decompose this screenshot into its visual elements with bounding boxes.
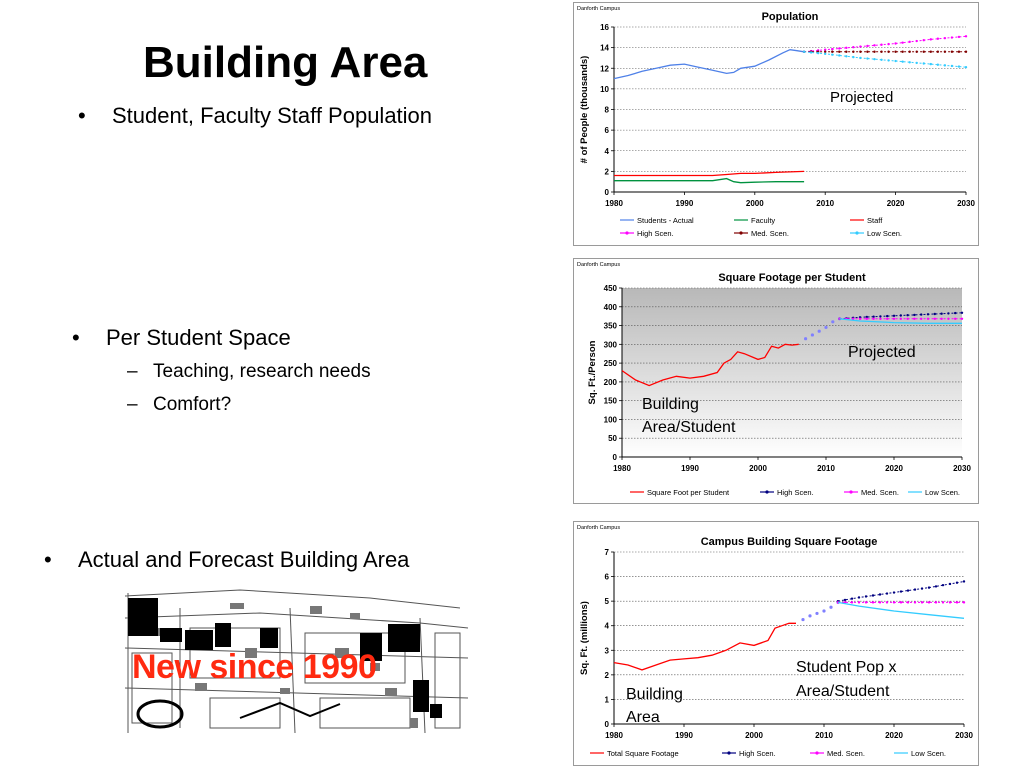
data-point-med-scen [954,318,956,320]
data-point-high-scen [956,582,958,584]
map-overlay-text: New since 1990 [132,648,377,686]
data-point-high-scen [927,313,929,315]
data-point-high-scen [872,315,874,317]
legend-label: Square Foot per Student [647,488,730,497]
data-point-high-scen [879,315,881,317]
data-point-high-scen [852,46,854,48]
data-point-med-scen [901,51,903,53]
data-point-high-scen [887,43,889,45]
y-axis-label: Sq. Ft. (millions) [579,601,590,675]
data-point-projection [818,330,821,333]
data-point-med-scen [824,51,826,53]
data-point-med-scen [923,51,925,53]
data-point-high-scen [963,580,965,582]
legend-label: High Scen. [739,749,776,758]
data-point-high-scen [824,48,826,50]
data-point-high-scen [921,587,923,589]
data-point-low-scen [908,61,910,63]
data-point-low-scen [916,62,918,64]
chart-annotation: Projected [830,89,894,106]
legend-label: Low Scen. [867,229,903,238]
legend-marker [855,231,858,234]
data-point-high-scen [937,38,939,40]
x-tick-label: 2000 [749,464,767,473]
population-chart-svg [574,3,978,245]
data-point-high-scen [844,599,846,601]
data-point-med-scen [930,51,932,53]
chart-annotation: Student Pop x [796,659,897,676]
bullet-marker: • [72,325,80,350]
y-tick-label: 0 [604,188,609,197]
data-point-high-scen [935,585,937,587]
data-point-high-scen [900,314,902,316]
data-point-low-scen [930,63,932,65]
data-point-low-scen [810,51,812,53]
data-point-projection [801,618,804,621]
data-point-high-scen [944,37,946,39]
data-point-med-scen [872,601,874,603]
y-tick-label: 8 [604,105,609,115]
y-tick-label: 6 [604,572,609,582]
data-point-high-scen [920,313,922,315]
data-point-med-scen [894,51,896,53]
x-tick-label: 2030 [957,199,975,208]
population-chart [573,2,979,246]
data-point-high-scen [873,44,875,46]
chart-title: Square Footage per Student [718,272,866,284]
data-point-med-scen [940,318,942,320]
data-point-low-scen [894,60,896,62]
y-tick-label: 3 [604,646,609,656]
y-tick-label: 6 [604,126,609,136]
legend-label: Low Scen. [911,749,947,758]
y-tick-label: 0 [604,720,609,729]
sqft-per-student-chart-svg [574,259,978,503]
data-point-med-scen [887,51,889,53]
dash-marker: – [127,394,138,415]
data-point-high-scen [942,584,944,586]
data-point-med-scen [866,318,868,320]
data-point-high-scen [858,596,860,598]
data-point-high-scen [958,36,960,38]
data-point-low-scen [944,64,946,66]
data-point-med-scen [949,601,951,603]
y-tick-label: 5 [604,597,609,607]
data-point-low-scen [937,64,939,66]
y-tick-label: 450 [603,284,617,293]
data-point-high-scen [965,35,967,37]
data-point-high-scen [893,591,895,593]
data-point-med-scen [900,601,902,603]
bullet-per-student-space [72,325,291,351]
data-point-med-scen [900,318,902,320]
bullet-population [78,103,432,129]
sub-bullet-text: Teaching, research needs [153,361,371,382]
data-point-med-scen [886,318,888,320]
legend-label: Faculty [751,216,776,225]
data-point-high-scen [886,592,888,594]
x-tick-label: 1980 [605,199,623,208]
data-point-med-scen [886,601,888,603]
y-tick-label: 250 [603,359,617,369]
legend-marker [727,751,730,754]
x-tick-label: 2000 [745,731,763,740]
legend-label: Students - Actual [637,216,694,225]
corner-label: Danforth Campus [577,262,621,268]
data-point-high-scen [961,312,963,314]
data-point-high-scen [907,589,909,591]
x-tick-label: 1980 [613,464,631,473]
legend-label: High Scen. [637,229,674,238]
data-point-low-scen [901,60,903,62]
legend-marker [815,751,818,754]
data-point-low-scen [845,55,847,57]
chart-annotation: Area/Student [642,419,736,436]
data-point-med-scen [906,318,908,320]
data-point-med-scen [858,601,860,603]
y-tick-label: 4 [604,621,609,631]
data-point-high-scen [866,45,868,47]
x-tick-label: 1990 [681,464,699,473]
bullet-marker: • [78,103,86,128]
data-point-high-scen [914,588,916,590]
chart-annotation: Projected [848,344,916,361]
data-point-low-scen [866,57,868,59]
campus-sqft-chart [573,521,979,766]
chart-title: Population [761,11,819,23]
data-point-low-scen [887,59,889,61]
y-tick-label: 300 [603,340,617,350]
data-point-high-scen [913,314,915,316]
data-point-projection [824,326,827,329]
data-point-low-scen [859,57,861,59]
data-point-high-scen [930,38,932,40]
data-point-med-scen [920,318,922,320]
data-point-med-scen [893,318,895,320]
data-point-high-scen [951,36,953,38]
data-point-med-scen [965,51,967,53]
y-tick-label: 12 [600,64,609,74]
data-point-low-scen [958,65,960,67]
data-point-med-scen [942,601,944,603]
bullet-text: Student, Faculty Staff Population [112,103,433,128]
chart-annotation: Area/Student [796,683,890,700]
y-tick-label: 4 [604,146,609,156]
legend-label: High Scen. [777,488,814,497]
data-point-med-scen [951,51,953,53]
campus-sqft-chart-svg [574,522,978,765]
y-axis-label: Sq. Ft./Person [587,340,598,405]
bullet-building-area [44,547,409,573]
legend-label: Low Scen. [925,488,961,497]
data-point-med-scen [838,51,840,53]
y-tick-label: 10 [600,84,609,94]
data-point-med-scen [916,51,918,53]
y-tick-label: 50 [608,434,617,444]
x-tick-label: 2010 [815,731,833,740]
x-tick-label: 2020 [886,199,905,208]
data-point-med-scen [859,51,861,53]
sub-bullet-teaching [127,361,371,383]
data-point-high-scen [923,39,925,41]
y-axis-label: # of People (thousands) [579,55,590,164]
data-point-high-scen [859,45,861,47]
corner-label: Danforth Campus [577,525,621,531]
sqft-per-student-chart [573,258,979,504]
data-point-med-scen [921,601,923,603]
y-tick-label: 350 [603,321,617,331]
x-tick-label: 2000 [745,199,764,208]
x-tick-label: 2030 [953,464,971,473]
legend-label: Staff [867,216,883,225]
legend-label: Med. Scen. [751,229,789,238]
data-point-low-scen [880,59,882,61]
data-point-med-scen [880,51,882,53]
x-tick-label: 2010 [816,199,835,208]
legend-marker [765,490,768,493]
data-point-med-scen [927,318,929,320]
y-tick-label: 7 [604,548,609,557]
data-point-med-scen [935,601,937,603]
y-tick-label: 150 [603,396,617,406]
y-tick-label: 200 [603,377,617,387]
data-point-low-scen [852,56,854,58]
legend-label: Total Square Footage [607,749,679,758]
data-point-med-scen [852,51,854,53]
data-point-med-scen [873,51,875,53]
data-point-med-scen [859,318,861,320]
data-point-med-scen [907,601,909,603]
data-point-high-scen [838,47,840,49]
legend-marker [625,231,628,234]
bullet-marker: • [44,547,52,572]
data-point-med-scen [851,601,853,603]
data-point-low-scen [803,51,805,53]
data-point-high-scen [893,315,895,317]
sub-bullet-text: Comfort? [153,394,232,415]
x-tick-label: 1990 [675,731,693,740]
data-point-med-scen [872,318,874,320]
chart-annotation: Area [626,709,660,726]
data-point-low-scen [831,53,833,55]
data-point-low-scen [838,54,840,56]
data-point-low-scen [873,58,875,60]
y-tick-label: 400 [603,302,617,312]
x-tick-label: 2020 [885,731,903,740]
chart-title: Campus Building Square Footage [700,536,878,548]
data-point-med-scen [961,318,963,320]
data-point-projection [831,320,834,323]
data-point-projection [815,612,818,615]
data-point-projection [804,337,807,340]
data-point-high-scen [901,41,903,43]
y-tick-label: 0 [612,453,617,462]
data-point-high-scen [879,593,881,595]
data-point-projection [811,333,814,336]
data-point-high-scen [880,44,882,46]
y-tick-label: 100 [603,415,617,425]
data-point-med-scen [914,601,916,603]
data-point-low-scen [951,65,953,67]
legend-marker [849,490,852,493]
x-tick-label: 2010 [817,464,835,473]
legend-marker [739,231,742,234]
data-point-med-scen [866,51,868,53]
data-point-high-scen [865,595,867,597]
data-point-med-scen [908,51,910,53]
data-point-med-scen [831,51,833,53]
x-tick-label: 1990 [675,199,694,208]
data-point-high-scen [947,312,949,314]
data-point-med-scen [879,601,881,603]
data-point-med-scen [944,51,946,53]
data-point-high-scen [900,590,902,592]
sub-bullet-comfort [127,394,231,416]
y-tick-label: 2 [604,670,609,680]
data-point-high-scen [928,586,930,588]
y-tick-label: 16 [600,23,609,32]
data-point-med-scen [956,601,958,603]
legend-label: Med. Scen. [861,488,899,497]
data-point-low-scen [965,66,967,68]
campus-map [120,588,472,738]
data-point-med-scen [958,51,960,53]
data-point-low-scen [824,53,826,55]
data-point-high-scen [908,41,910,43]
data-point-high-scen [940,312,942,314]
bullet-text: Actual and Forecast Building Area [78,547,410,572]
chart-annotation: Building [626,686,683,703]
data-point-high-scen [845,47,847,49]
data-point-med-scen [963,601,965,603]
data-point-projection [829,606,832,609]
data-point-high-scen [954,312,956,314]
data-point-med-scen [865,601,867,603]
y-tick-label: 2 [604,167,609,177]
data-point-med-scen [937,51,939,53]
data-point-med-scen [913,318,915,320]
y-tick-label: 14 [600,43,609,53]
data-point-high-scen [906,314,908,316]
y-tick-label: 1 [604,695,609,705]
data-point-high-scen [934,313,936,315]
data-point-med-scen [845,51,847,53]
data-point-high-scen [851,597,853,599]
chart-annotation: Building [642,396,699,413]
data-point-low-scen [817,52,819,54]
data-point-high-scen [894,42,896,44]
dash-marker: – [127,361,138,382]
x-tick-label: 2030 [955,731,973,740]
data-point-high-scen [872,594,874,596]
data-point-high-scen [949,583,951,585]
data-point-projection [822,609,825,612]
x-tick-label: 1980 [605,731,623,740]
data-point-high-scen [886,315,888,317]
corner-label: Danforth Campus [577,6,621,12]
data-point-med-scen [947,318,949,320]
data-point-low-scen [923,62,925,64]
data-point-med-scen [934,318,936,320]
x-tick-label: 2020 [885,464,903,473]
slide-title: Building Area [143,38,428,87]
data-point-projection [808,614,811,617]
data-point-high-scen [831,48,833,50]
data-point-high-scen [916,40,918,42]
data-point-med-scen [893,601,895,603]
legend-label: Med. Scen. [827,749,865,758]
data-point-med-scen [928,601,930,603]
bullet-text: Per Student Space [106,325,291,350]
data-point-med-scen [879,318,881,320]
